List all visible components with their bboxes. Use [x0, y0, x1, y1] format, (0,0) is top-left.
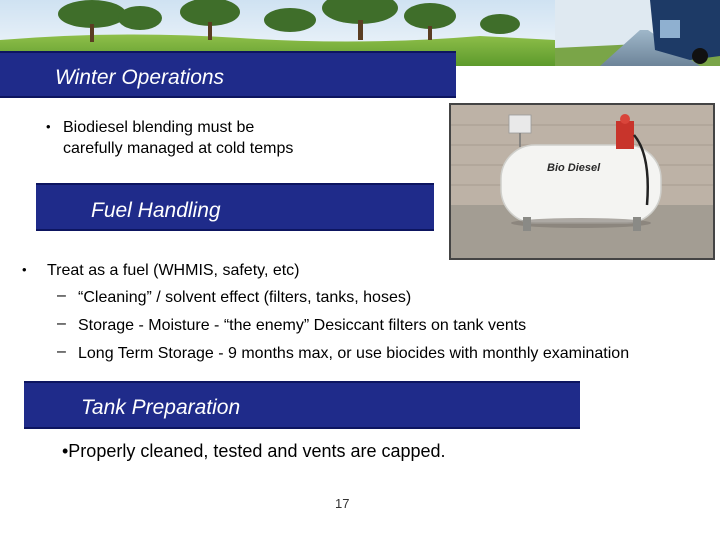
tank-bullet-text: •Properly cleaned, tested and vents are capped.	[62, 441, 446, 461]
section-title-fuel-handling: Fuel Handling	[91, 199, 221, 222]
winter-bullet-line-2: carefully managed at cold temps	[63, 140, 294, 157]
dash-marker: –	[57, 287, 66, 304]
dash-marker: –	[57, 315, 66, 332]
section-bar-tank-preparation	[24, 381, 580, 429]
fuel-bullet-text: Treat as a fuel (WHMIS, safety, etc)	[47, 262, 300, 279]
fuel-subitem-2: Storage - Moisture - “the enemy” Desiccant filters on tank vents	[78, 317, 527, 334]
winter-bullet-line-1: Biodiesel blending must be	[63, 119, 255, 136]
bullet-marker: •	[46, 119, 51, 134]
dash-marker: –	[57, 343, 66, 360]
bullet-marker: •	[22, 262, 27, 277]
tank-label-text: Bio Diesel	[547, 162, 601, 174]
section-title-tank-preparation: Tank Preparation	[81, 396, 241, 419]
section-bar-fuel-handling	[36, 183, 434, 231]
section-bar-winter-operations	[0, 51, 456, 98]
page-number: 17	[335, 496, 350, 511]
biodiesel-tank-photo	[449, 103, 715, 260]
fuel-subitem-3: Long Term Storage - 9 months max, or use biocides with monthly examination	[78, 345, 630, 362]
section-title-winter-operations: Winter Operations	[55, 66, 225, 89]
fuel-subitem-1: “Cleaning” / solvent effect (filters, tanks, hoses)	[78, 289, 412, 306]
